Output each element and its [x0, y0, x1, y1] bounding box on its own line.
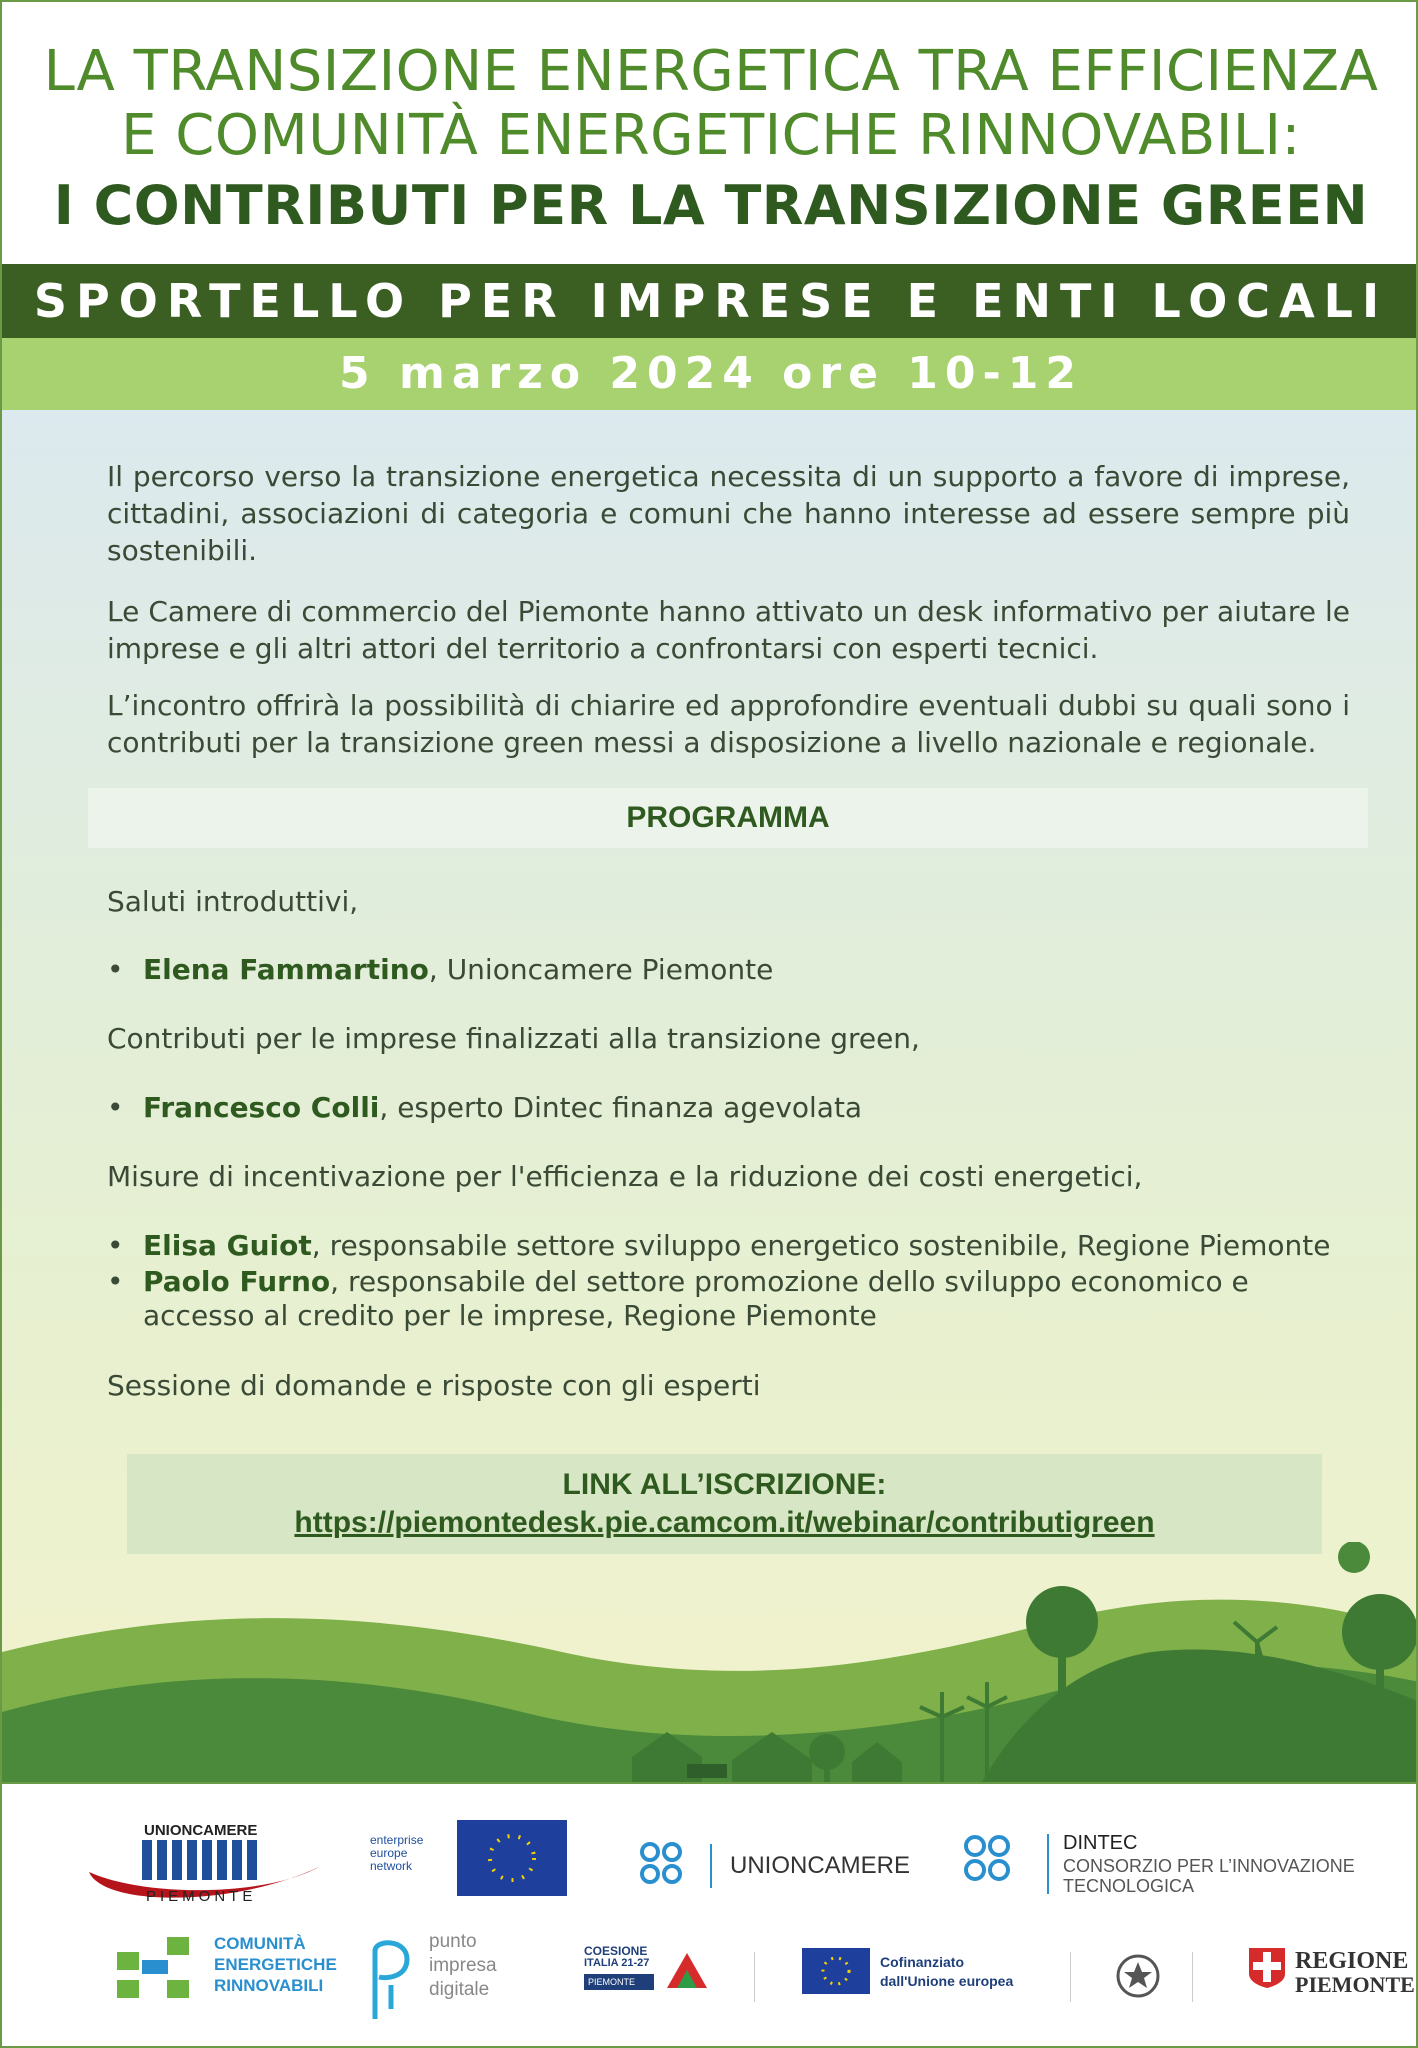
cer-text-3: RINNOVABILI	[214, 1976, 324, 1995]
intro-paragraph-2: Le Camere di commercio del Piemonte hanno attivato un desk informativo per aiutare le imprese e gli altri attori del territorio a confrontarsi con esperti tecnici.	[107, 595, 1350, 665]
title-line-1: LA TRANSIZIONE ENERGETICA TRA EFFICIENZA	[43, 39, 1379, 104]
bullet-icon: •	[107, 1229, 124, 1262]
bullet-icon: •	[107, 1265, 124, 1298]
program-section-1: Saluti introduttivi,	[107, 885, 359, 918]
title-block	[2, 2, 1418, 264]
program-section-2: Contributi per le imprese finalizzati alla transizione green,	[107, 1022, 920, 1055]
coesione-arrow-icon	[662, 1948, 712, 1994]
pid-icon	[367, 1929, 417, 2025]
een-logo	[362, 1820, 572, 1900]
unioncamere-piemonte-bottom: PIEMONTE	[146, 1888, 257, 1905]
unioncamere-text: UNIONCAMERE	[730, 1852, 911, 1879]
title-line-3: I CONTRIBUTI PER LA TRANSIZIONE GREEN	[53, 174, 1369, 237]
subtitle-band: SPORTELLO PER IMPRESE E ENTI LOCALI	[2, 264, 1418, 338]
eu-flag-small-icon	[802, 1948, 870, 1994]
pid-text-2: impresa	[429, 1955, 497, 1976]
speaker-role: , Unioncamere Piemonte	[428, 953, 774, 986]
dintec-icon	[957, 1828, 1017, 1888]
unioncamere-logo	[632, 1836, 932, 1896]
cer-text-2: ENERGETICHE	[214, 1955, 337, 1974]
pid-text-3: digitale	[429, 1979, 490, 2000]
bullet-icon: •	[107, 953, 124, 986]
cer-icon	[112, 1932, 202, 2002]
cer-text-1: COMUNITÀ	[214, 1934, 306, 1953]
speaker-name: Elisa Guiot	[143, 1229, 312, 1262]
coesione-text-3: PIEMONTE	[584, 1974, 654, 1990]
coesione-text-1: COESIONE	[584, 1944, 648, 1958]
regione-shield-icon	[1247, 1946, 1287, 1990]
registration-title: LINK ALL’ISCRIZIONE:	[562, 1468, 887, 1501]
speaker-role: , responsabile settore sviluppo energetico sostenibile, Regione Piemonte	[311, 1229, 1331, 1262]
landscape-illustration	[2, 1542, 1418, 1782]
dintec-sub-2: TECNOLOGICA	[1063, 1876, 1195, 1896]
registration-link[interactable]: https://piemontedesk.pie.camcom.it/webinar/contributigreen	[294, 1506, 1155, 1539]
speaker-role: , esperto Dintec finanza agevolata	[379, 1091, 863, 1124]
italian-emblem-icon	[1114, 1950, 1162, 2002]
intro-paragraph-1: Il percorso verso la transizione energetica necessita di un supporto a favore di imprese, cittadini, associazioni di categoria e comuni che hanno interesse ad essere sempre più sostenibili.	[107, 460, 1350, 567]
een-text: enterprise europe network	[370, 1833, 424, 1873]
intro-paragraph-3: L’incontro offrirà la possibilità di chiarire ed approfondire eventuali dubbi su quali sono i contributi per la transizione green messi a disposizione a livello nazionale e regionale.	[107, 689, 1350, 759]
cofinanziato-text-2: dall'Unione europea	[880, 1973, 1014, 1989]
regione-piemonte-logo	[1247, 1946, 1415, 2006]
registration-box	[127, 1454, 1322, 1554]
footer-logos	[2, 1782, 1418, 2048]
regione-text-2: PIEMONTE	[1295, 1972, 1415, 1997]
speaker-name: Elena Fammartino	[143, 953, 429, 986]
pid-logo	[367, 1929, 527, 2029]
eu-flag-icon	[457, 1820, 567, 1896]
program-section-3: Misure di incentivazione per l'efficienza e la riduzione dei costi energetici,	[107, 1160, 1143, 1193]
cer-logo	[112, 1932, 342, 2012]
speaker-name: Francesco Colli	[143, 1091, 380, 1124]
coesione-logo	[584, 1944, 714, 2004]
title-line-2: E COMUNITÀ ENERGETICHE RINNOVABILI:	[121, 103, 1301, 168]
cofinanziato-text-1: Cofinanziato	[880, 1954, 964, 1970]
dintec-logo	[957, 1828, 1377, 1908]
coesione-text-2: ITALIA 21-27	[584, 1957, 650, 1969]
pid-text-1: punto	[429, 1931, 477, 1952]
unioncamere-piemonte-logo	[84, 1822, 324, 1922]
speaker-role-continued: accesso al credito per le imprese, Regione Piemonte	[143, 1299, 877, 1332]
date-band: 5 marzo 2024 ore 10-12	[2, 338, 1418, 410]
cofinanziato-logo	[802, 1946, 1042, 2006]
unioncamere-piemonte-top: UNIONCAMERE	[144, 1822, 258, 1839]
speaker-name: Paolo Furno	[143, 1265, 331, 1298]
unioncamere-icon	[632, 1836, 692, 1892]
speaker-role: , responsabile del settore promozione dello sviluppo economico e	[330, 1265, 1249, 1298]
regione-text-1: REGIONE	[1295, 1948, 1409, 1974]
dintec-sub-1: CONSORZIO PER L’INNOVAZIONE	[1063, 1856, 1355, 1876]
bullet-icon: •	[107, 1091, 124, 1124]
program-section-4: Sessione di domande e risposte con gli esperti	[107, 1369, 761, 1402]
programma-heading: PROGRAMMA	[88, 788, 1368, 848]
dintec-title: DINTEC	[1063, 1832, 1138, 1854]
